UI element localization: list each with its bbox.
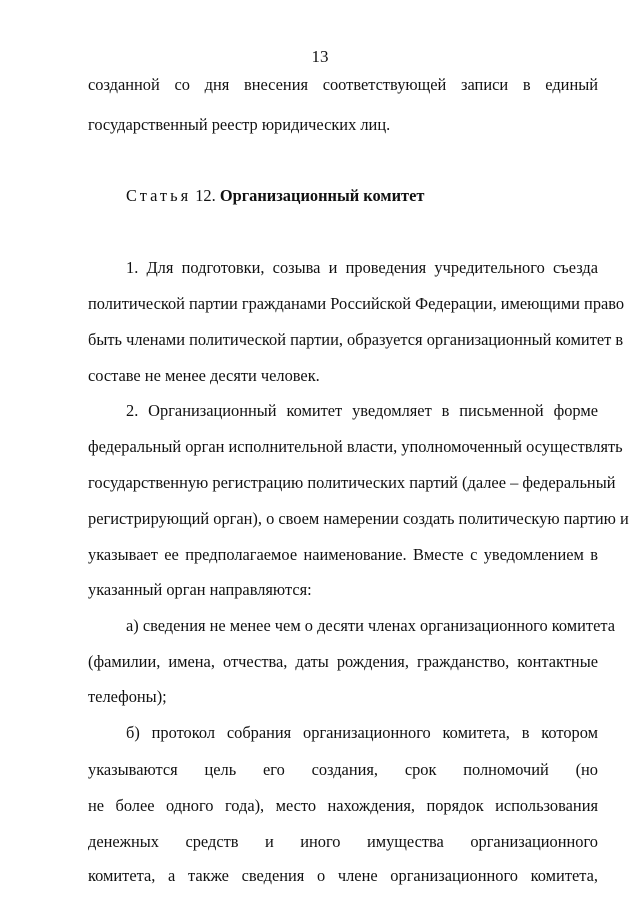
paragraph-line: указывает ее предполагаемое наименование. Вместе с уведомлением в [88, 545, 598, 564]
text-line: государственный реестр юридических лиц. [88, 115, 391, 134]
list-item-b: комитета, а также сведения о члене организационного комитета, [88, 866, 598, 885]
paragraph-line: указанный орган направляются: [88, 580, 312, 599]
page-number: 13 [311, 47, 329, 66]
paragraph-line: 1. Для подготовки, созыва и проведения учредительного съезда [126, 258, 598, 277]
article-number: 12. [195, 186, 216, 205]
list-item-b: б) протокол собрания организационного комитета, в котором [126, 723, 598, 742]
article-title: Организационный комитет [219, 186, 425, 205]
list-item-b: указываются цель его создания, срок полномочий (но [88, 760, 598, 779]
paragraph-line: 2. Организационный комитет уведомляет в письменной форме [126, 401, 598, 420]
list-item-a: телефоны); [88, 687, 167, 706]
list-item-b: денежных средств и иного имущества организационного [88, 832, 598, 851]
paragraph-line: составе не менее десяти человек. [88, 366, 320, 385]
article-prefix: Статья [126, 186, 192, 205]
list-item-b: не более одного года), место нахождения, порядок использования [88, 796, 598, 815]
paragraph-line: регистрирующий орган), о своем намерении создать политическую партию и [88, 509, 629, 528]
article-heading [126, 186, 636, 206]
paragraph-line: политической партии гражданами Российской Федерации, имеющими право [88, 294, 625, 313]
list-item-a: (фамилии, имена, отчества, даты рождения, гражданство, контактные [88, 652, 598, 671]
text-line: созданной со дня внесения соответствующей записи в единый [88, 75, 598, 94]
paragraph-line: быть членами политической партии, образуется организационный комитет в [88, 330, 624, 349]
paragraph-line: федеральный орган исполнительной власти, уполномоченный осуществлять [88, 437, 623, 456]
paragraph-line: государственную регистрацию политических партий (далее – федеральный [88, 473, 616, 492]
list-item-a: а) сведения не менее чем о десяти членах организационного комитета [126, 616, 615, 635]
